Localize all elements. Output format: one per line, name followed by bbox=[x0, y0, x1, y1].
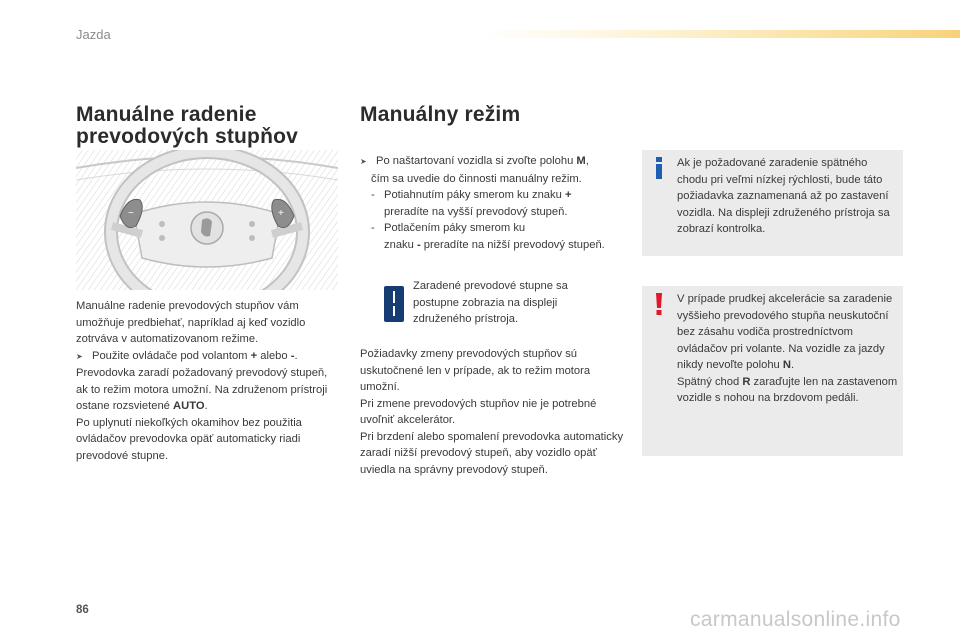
info-icon bbox=[652, 156, 666, 180]
left-paragraph-3: Po uplynutí niekoľkých okamihov bez použitia ovládačov prevodovka opäť automaticky riadi prevodové stupne. bbox=[76, 416, 302, 462]
middle-dash-1-text: Potiahnutím páky smerom ku znaku bbox=[384, 189, 565, 201]
middle-title bbox=[360, 104, 620, 126]
warning-p1-text: V prípade prudkej akcelerácie sa zaradenie vyššieho prevodového stupňa neuskutoční bez zásahu vodiča prostredníctvom ovládačov pri volante. Na vozidle za jazdy nikdy nevoľte polohu bbox=[677, 293, 893, 371]
gauge-note: Zaradené prevodové stupne sa postupne zobrazia na displeji združeného prístroja. bbox=[413, 280, 568, 325]
r-position-label: R bbox=[742, 375, 751, 388]
warning-text bbox=[677, 291, 899, 407]
steering-wheel-illustration bbox=[76, 150, 338, 290]
info-text: Ak je požadované zaradenie spätného chodu pri veľmi nízkej rýchlosti, bude táto požiadavka zaznamenaná až po zastavení vozidla. Na displeji združeného prístroja sa zobrazí kontrolka. bbox=[677, 157, 890, 235]
minus-symbol: - bbox=[416, 238, 421, 251]
left-paragraph-1: Manuálne radenie prevodových stupňov vám umožňuje predbiehať, napríklad aj keď vozidlo zotrváva v automatizovanom režime. bbox=[76, 300, 306, 345]
left-paragraph-2 bbox=[76, 365, 338, 415]
middle-body bbox=[360, 346, 628, 478]
warning-icon bbox=[652, 292, 666, 316]
left-body bbox=[76, 298, 338, 464]
middle-dash-2 bbox=[360, 220, 628, 237]
watermark: carmanualsonline.info bbox=[690, 608, 901, 631]
middle-bullet bbox=[360, 153, 628, 171]
bullet-arrow-icon: ➤ bbox=[76, 351, 83, 361]
left-bullet-end: . bbox=[294, 349, 298, 362]
steering-wheel-image bbox=[76, 150, 338, 290]
warning-p1-end: . bbox=[790, 359, 795, 371]
n-position-label: N bbox=[782, 359, 791, 371]
warning-p2-text: Spätný chod bbox=[677, 375, 743, 388]
left-p2-end: . bbox=[204, 400, 208, 412]
dash-marker: - bbox=[371, 222, 375, 234]
auto-label: AUTO bbox=[173, 400, 205, 412]
middle-dash-2-cont bbox=[360, 237, 628, 254]
middle-paragraph-3: Pri brzdení alebo spomalení prevodovka automaticky zaradí nižší prevodový stupeň, aby vozidlo opäť uviedla na správny prevodový stupeň. bbox=[360, 430, 624, 476]
warning-p2-end: zaraďujte len na zastavenom vozidle s nohou na brzdovom pedáli. bbox=[677, 375, 898, 404]
middle-bullet-cont: čím sa uvedie do činnosti manuálny režim. bbox=[371, 172, 582, 185]
middle-paragraph-2: Pri zmene prevodových stupňov nie je potrebné uvoľniť akcelerátor. bbox=[360, 397, 597, 426]
svg-text:−: − bbox=[128, 208, 134, 219]
plus-symbol: + bbox=[250, 349, 258, 362]
left-title bbox=[76, 104, 346, 148]
left-title-line2: prevodových stupňov bbox=[76, 125, 299, 148]
middle-title-text: Manuálny režim bbox=[360, 103, 521, 126]
left-bullet bbox=[76, 348, 338, 366]
middle-dash-2-rest: preradíte na nižší prevodový stupeň. bbox=[420, 238, 605, 251]
middle-instructions bbox=[360, 153, 628, 253]
middle-bullet-text: Po naštartovaní vozidla si zvoľte polohu bbox=[376, 155, 577, 167]
middle-bullet-end: , bbox=[585, 155, 589, 167]
minus-symbol: - bbox=[290, 349, 295, 362]
warning-paragraph-2 bbox=[677, 374, 899, 407]
middle-dash-2-pre: znaku bbox=[384, 238, 417, 251]
left-title-line1: Manuálne radenie bbox=[76, 103, 257, 126]
svg-text:+: + bbox=[278, 208, 284, 219]
middle-dash-1 bbox=[360, 187, 628, 204]
middle-paragraph-1: Požiadavky zmeny prevodových stupňov sú uskutočnené len v prípade, ak to režim motora umožní. bbox=[360, 348, 591, 393]
warning-paragraph-1 bbox=[677, 291, 899, 374]
left-bullet-text: Použite ovládače pod volantom bbox=[92, 349, 251, 362]
section-label: Jazda bbox=[76, 27, 111, 42]
middle-dash-1-cont: preradíte na vyšší prevodový stupeň. bbox=[384, 205, 568, 218]
left-bullet-mid: alebo bbox=[257, 349, 291, 362]
left-p2-text: Prevodovka zaradí požadovaný prevodový stupeň, ak to režim motora umožní. Na združenom prístroji ostane rozsvietené bbox=[76, 367, 328, 412]
header-accent-bar bbox=[478, 30, 960, 38]
middle-dash-2-text: Potlačením páky smerom ku bbox=[384, 222, 526, 234]
m-position-label: M bbox=[576, 155, 586, 167]
page-number: 86 bbox=[76, 604, 89, 616]
bullet-arrow-icon: ➤ bbox=[360, 157, 367, 166]
gear-display-icon bbox=[384, 286, 404, 322]
dash-marker: - bbox=[371, 189, 375, 201]
plus-symbol: + bbox=[564, 189, 572, 201]
